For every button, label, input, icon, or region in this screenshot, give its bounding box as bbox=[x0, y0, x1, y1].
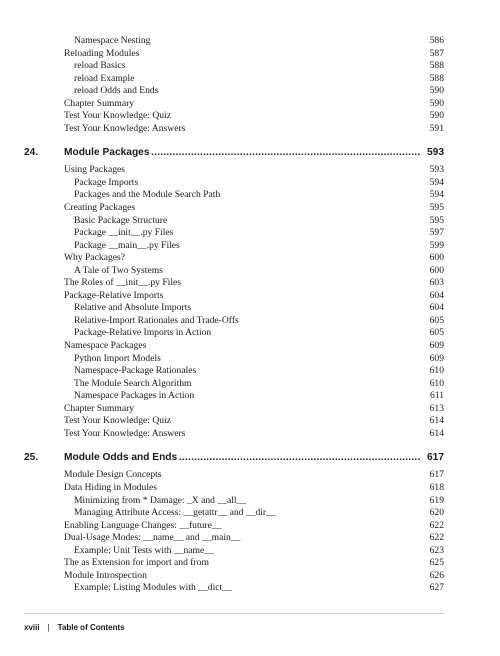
page-number: 618 bbox=[429, 481, 444, 493]
toc-subsection-row[interactable] bbox=[24, 85, 444, 98]
toc-subsection-row[interactable] bbox=[24, 302, 444, 315]
chapter-number: 25. bbox=[24, 452, 39, 464]
page-number: 586 bbox=[429, 35, 444, 46]
toc-section-row[interactable] bbox=[24, 110, 444, 123]
footer-section-title: Table of Contents bbox=[57, 623, 125, 632]
toc-subsection-row[interactable] bbox=[24, 390, 444, 403]
page-footer bbox=[24, 613, 444, 632]
page-number: 627 bbox=[429, 582, 444, 594]
toc-section-row[interactable] bbox=[24, 277, 444, 290]
toc-entry-title: Module Introspection bbox=[64, 569, 147, 581]
toc-entry-title: Package-Relative Imports in Action bbox=[74, 327, 212, 339]
page-number: 587 bbox=[429, 47, 444, 59]
toc-entry-title: Example: Listing Modules with __dict__ bbox=[74, 582, 232, 594]
page-number: 595 bbox=[429, 202, 444, 214]
toc-section-row[interactable] bbox=[24, 482, 444, 495]
chapter-title: Module Odds and Ends . . . bbox=[64, 450, 420, 466]
page-number: 610 bbox=[429, 365, 444, 377]
toc-entry-title: Packages and the Module Search Path bbox=[74, 189, 221, 201]
toc-entry-title: Reloading Modules bbox=[64, 47, 140, 59]
toc-subsection-row[interactable] bbox=[24, 240, 444, 253]
toc-section-row[interactable] bbox=[24, 48, 444, 61]
page-number: 600 bbox=[429, 252, 444, 264]
toc-subsection-row[interactable] bbox=[24, 315, 444, 328]
toc-section-row[interactable] bbox=[24, 428, 444, 441]
toc-entry-title: reload Odds and Ends bbox=[74, 85, 159, 97]
page-number: 605 bbox=[429, 314, 444, 326]
toc-entry-title: Test Your Knowledge: Answers bbox=[64, 427, 186, 439]
page-number: 604 bbox=[429, 302, 444, 314]
page-number: 605 bbox=[429, 327, 444, 339]
toc-entry-title: Chapter Summary bbox=[64, 402, 135, 414]
page-number: 591 bbox=[429, 122, 444, 134]
toc-subsection-row[interactable] bbox=[24, 227, 444, 240]
toc-entry-title: Namespace Packages in Action bbox=[74, 390, 195, 402]
toc-entry-title: Example: Unit Tests with __name__ bbox=[74, 544, 214, 556]
footer-page-number: xviii bbox=[24, 623, 40, 632]
page-number: 613 bbox=[429, 402, 444, 414]
page-number: 614 bbox=[429, 415, 444, 427]
table-of-contents bbox=[24, 35, 444, 595]
toc-subsection-row[interactable] bbox=[24, 215, 444, 228]
toc-entry-title: Using Packages bbox=[64, 164, 126, 176]
toc-entry-title: Data Hiding in Modules bbox=[64, 481, 157, 493]
toc-entry-title: Enabling Language Changes: __future__ bbox=[64, 519, 222, 531]
toc-subsection-row[interactable] bbox=[24, 582, 444, 595]
page-number: 588 bbox=[429, 60, 444, 72]
chapter-number: 24. bbox=[24, 147, 39, 159]
page-number: 617 bbox=[429, 469, 444, 481]
toc-chapter-row[interactable] bbox=[24, 145, 444, 161]
page-number: 610 bbox=[429, 377, 444, 389]
page-number: 622 bbox=[429, 519, 444, 531]
toc-entry-title: The as Extension for import and from bbox=[64, 557, 209, 569]
toc-subsection-row[interactable] bbox=[24, 73, 444, 86]
page-number: 614 bbox=[429, 427, 444, 439]
toc-section-row[interactable] bbox=[24, 252, 444, 265]
toc-subsection-row[interactable] bbox=[24, 327, 444, 340]
page-number: 623 bbox=[429, 544, 444, 556]
toc-section-row[interactable] bbox=[24, 340, 444, 353]
toc-entry-title: Minimizing from * Damage: _X and __all__ bbox=[74, 494, 247, 506]
toc-section-row[interactable] bbox=[24, 557, 444, 570]
toc-entry-title: A Tale of Two Systems bbox=[74, 264, 163, 276]
toc-entry-title: Test Your Knowledge: Quiz bbox=[64, 415, 171, 427]
page-number: 588 bbox=[429, 72, 444, 84]
toc-entry-title: reload Example bbox=[74, 72, 135, 84]
toc-section-row[interactable] bbox=[24, 532, 444, 545]
toc-entry-title: Relative-Import Rationales and Trade-Offs bbox=[74, 314, 239, 326]
toc-entry-title: Package-Relative Imports bbox=[64, 289, 164, 301]
page-number: 622 bbox=[429, 532, 444, 544]
page-number: 611 bbox=[429, 390, 444, 402]
page-number: 609 bbox=[429, 352, 444, 364]
toc-entry-title: The Module Search Algorithm bbox=[74, 377, 192, 389]
toc-entry-title: The Roles of __init__.py Files bbox=[64, 277, 181, 289]
toc-subsection-row[interactable] bbox=[24, 265, 444, 278]
toc-subsection-row[interactable] bbox=[24, 495, 444, 508]
page-number: 594 bbox=[429, 189, 444, 201]
page-number: 604 bbox=[429, 289, 444, 301]
toc-entry-title: Relative and Absolute Imports bbox=[74, 302, 191, 314]
page-number: 590 bbox=[429, 85, 444, 97]
toc-subsection-row[interactable] bbox=[24, 35, 444, 48]
toc-subsection-row[interactable] bbox=[24, 365, 444, 378]
page-number: 600 bbox=[429, 264, 444, 276]
toc-section-row[interactable] bbox=[24, 570, 444, 583]
toc-subsection-row[interactable] bbox=[24, 545, 444, 558]
toc-section-row[interactable] bbox=[24, 123, 444, 136]
toc-subsection-row[interactable] bbox=[24, 378, 444, 391]
chapter-title: Module Packages . . . bbox=[64, 145, 420, 161]
page-number: 597 bbox=[429, 227, 444, 239]
page-number: 617 bbox=[427, 452, 444, 464]
toc-section-row[interactable] bbox=[24, 164, 444, 177]
toc-entry-title: Package Imports bbox=[74, 176, 139, 188]
toc-entry-title: Python Import Models bbox=[74, 352, 161, 364]
toc-subsection-row[interactable] bbox=[24, 507, 444, 520]
page-number: 590 bbox=[429, 110, 444, 122]
page-number: 625 bbox=[429, 557, 444, 569]
toc-entry-title: Namespace-Package Rationales bbox=[74, 365, 197, 377]
toc-section-row[interactable] bbox=[24, 415, 444, 428]
toc-section-row[interactable] bbox=[24, 98, 444, 111]
toc-entry-title: Chapter Summary bbox=[64, 97, 135, 109]
toc-subsection-row[interactable] bbox=[24, 60, 444, 73]
toc-entry-title: Test Your Knowledge: Answers bbox=[64, 122, 186, 134]
page-number: 603 bbox=[429, 277, 444, 289]
page-number: 599 bbox=[429, 239, 444, 251]
page-number: 609 bbox=[429, 340, 444, 352]
toc-section-row[interactable] bbox=[24, 290, 444, 303]
toc-entry-title: Namespace Packages bbox=[64, 340, 147, 352]
page-number: 590 bbox=[429, 97, 444, 109]
toc-entry-title: Dual-Usage Modes: __name__ and __main__ bbox=[64, 532, 241, 544]
toc-subsection-row[interactable] bbox=[24, 177, 444, 190]
toc-entry-title: Package __main__.py Files bbox=[74, 239, 180, 251]
page-number: 620 bbox=[429, 507, 444, 519]
toc-entry-title: Namespace Nesting bbox=[74, 35, 151, 46]
page-number: 626 bbox=[429, 569, 444, 581]
toc-entry-title: Basic Package Structure bbox=[74, 214, 168, 226]
toc-chapter-row[interactable] bbox=[24, 450, 444, 466]
page-number: 595 bbox=[429, 214, 444, 226]
toc-section-row[interactable] bbox=[24, 469, 444, 482]
page-number: 593 bbox=[429, 164, 444, 176]
toc-subsection-row[interactable] bbox=[24, 353, 444, 366]
page-number: 619 bbox=[429, 494, 444, 506]
toc-section-row[interactable] bbox=[24, 202, 444, 215]
toc-entry-title: Managing Attribute Access: __getattr__ and __dir__ bbox=[74, 507, 276, 519]
toc-entry-title: Package __init__.py Files bbox=[74, 227, 174, 239]
toc-entry-title: Module Design Concepts bbox=[64, 469, 162, 481]
toc-entry-title: Creating Packages bbox=[64, 202, 136, 214]
toc-entry-title: Why Packages? bbox=[64, 252, 126, 264]
toc-entry-title: Test Your Knowledge: Quiz bbox=[64, 110, 171, 122]
page-number: 593 bbox=[427, 147, 444, 159]
toc-section-row[interactable] bbox=[24, 403, 444, 416]
toc-section-row[interactable] bbox=[24, 520, 444, 533]
toc-subsection-row[interactable] bbox=[24, 189, 444, 202]
footer-separator: | bbox=[47, 623, 50, 632]
toc-entry-title: reload Basics bbox=[74, 60, 126, 72]
page-number: 594 bbox=[429, 176, 444, 188]
